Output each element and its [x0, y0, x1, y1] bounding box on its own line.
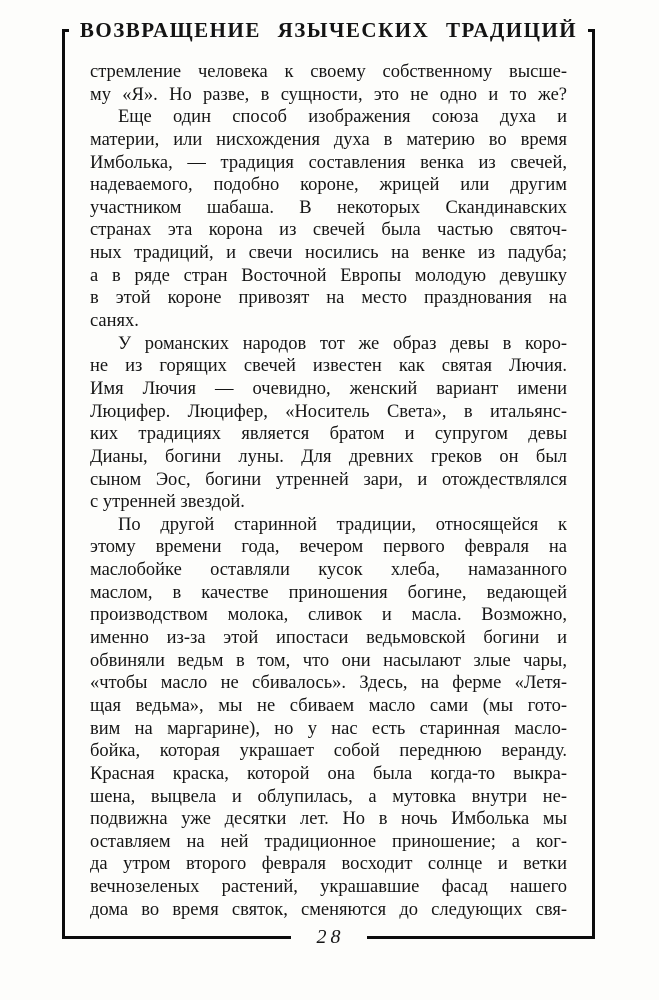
text-line: вечнозеленых растений, украшавшие фасад нашего — [90, 877, 567, 898]
text-line: Дианы, богини луны. Для древних греков он был — [90, 446, 567, 467]
text-line: надеваемого, подобно короне, жрицей или другим — [90, 175, 567, 196]
text-line: оставляем на ней традиционное приношение; а ког- — [90, 831, 567, 852]
text-line: странах эта корона из свечей была частью святоч- — [90, 220, 567, 241]
text-line: маслом, в качестве приношения богине, ведающей — [90, 582, 567, 603]
text-line: подвижна уже десятки лет. Но в ночь Имболька мы — [90, 809, 567, 830]
text-line: санях. — [90, 311, 139, 332]
text-line: Еще один способ изображения союза духа и — [118, 107, 567, 128]
text-line: этому времени года, вечером первого февраля на — [90, 537, 567, 558]
text-line: бойка, которая украшает собой переднюю веранду. — [90, 741, 567, 762]
page-border-frame — [62, 17, 595, 948]
text-line: Имболька, — традиция составления венка из свечей, — [90, 152, 567, 173]
text-line: Люцифер. Люцифер, «Носитель Света», в итальянс- — [90, 401, 567, 422]
text-line: а в ряде стран Восточной Европы молодую девушку — [90, 265, 567, 286]
text-line: именно из-за этой ипостаси ведьмовской богини и — [90, 628, 567, 649]
text-line: производством молока, сливок и масла. Возможно, — [90, 605, 567, 626]
text-line: маслобойке оставляли кусок хлеба, намазанного — [90, 560, 567, 581]
footer-rule-right — [367, 936, 596, 939]
text-line: не из горящих свечей известен как святая Лючия. — [90, 356, 567, 377]
text-line: стремление человека к своему собственному высше- — [90, 62, 567, 82]
text-line: Имя Лючия — очевидно, женский вариант имени — [90, 378, 567, 399]
text-line: ных традиций, и свечи носились на венке из падуба; — [90, 243, 567, 264]
text-line: да утром второго февраля восходит солнце и ветки — [90, 854, 567, 875]
footer-rule-left — [62, 936, 291, 939]
text-line: участником шабаша. В некоторых Скандинавских — [90, 197, 567, 218]
text-line: У романских народов тот же образ девы в коро- — [118, 333, 567, 354]
text-line: материи, или нисхождения духа в материю во время — [90, 129, 567, 150]
text-line: в этой короне привозят на место празднования на — [90, 288, 567, 309]
body-text — [90, 61, 567, 921]
text-line: ких традициях является братом и супругом девы — [90, 424, 567, 445]
text-line: щая ведьма», мы не сбиваем масло сами (мы гото- — [90, 695, 567, 716]
text-line: с утренней звездой. — [90, 492, 245, 513]
text-line: обвиняли ведьм в том, что они насылают злые чары, — [90, 650, 567, 671]
page-number: 28 — [316, 925, 345, 948]
header-rule-right — [588, 29, 595, 32]
text-line: вим на маргарине), но у нас есть старинная масло- — [90, 718, 567, 739]
text-line: дома во время святок, сменяются до следующих свя- — [90, 899, 567, 920]
page-footer — [62, 923, 595, 951]
text-line: «чтобы масло не сбивалось». Здесь, на ферме «Летя- — [90, 673, 567, 694]
text-line: Красная краска, которой она была когда-то выкра- — [90, 763, 567, 784]
text-line: сыном Эос, богини утренней зари, и отождествлялся — [90, 469, 567, 490]
running-header — [62, 15, 595, 45]
text-line: шена, выцвела и облупилась, а мутовка внутри не- — [90, 786, 567, 807]
header-rule-left — [62, 29, 69, 32]
text-line: По другой старинной традиции, относящейся к — [118, 514, 567, 535]
running-title: ВОЗВРАЩЕНИЕ ЯЗЫЧЕСКИХ ТРАДИЦИЙ — [79, 17, 578, 42]
text-line: му «Я». Но разве, в сущности, это не одно и то же? — [90, 84, 567, 105]
